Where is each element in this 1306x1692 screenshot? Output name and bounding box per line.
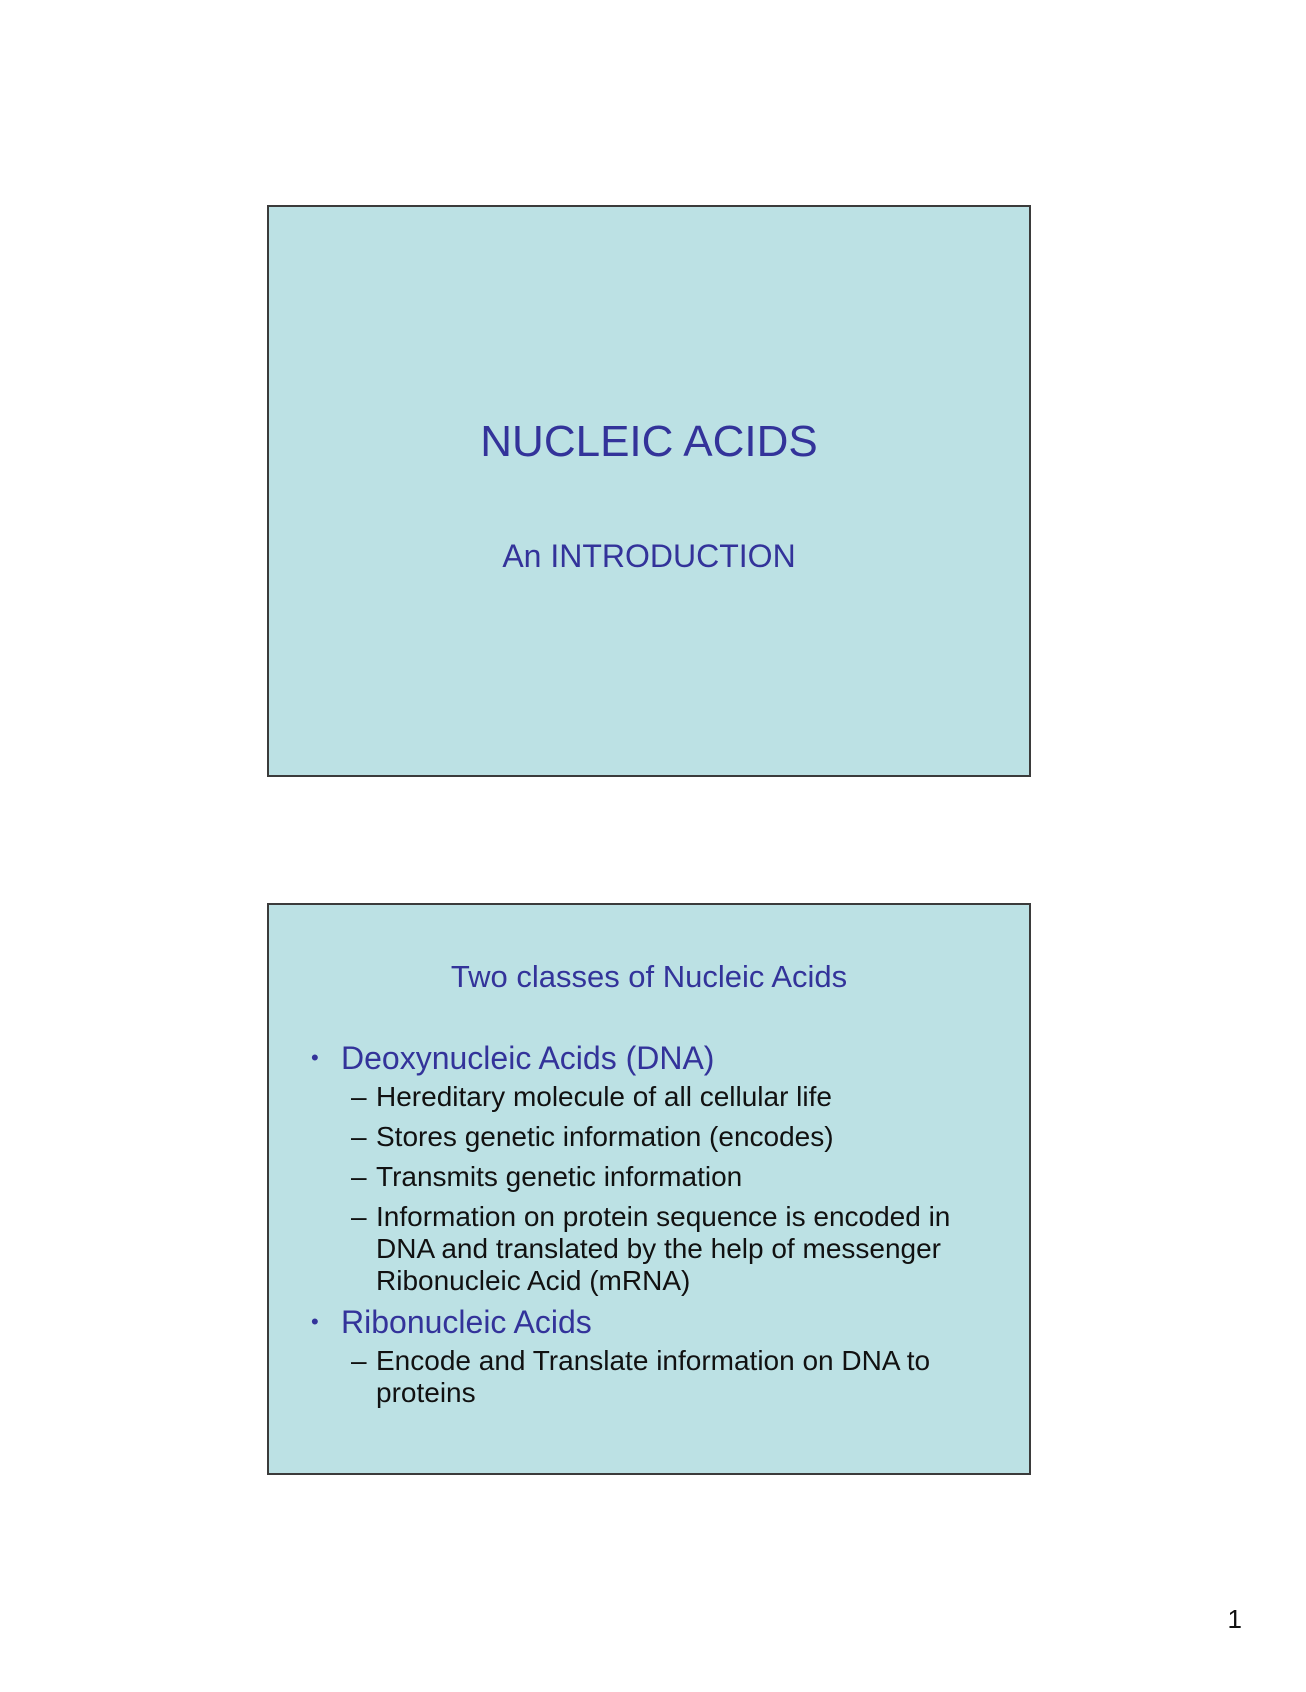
slide-title — [267, 205, 1031, 777]
sub-bullet-list-dna — [311, 1081, 991, 1297]
sub-bullet-text: Information on protein sequence is encoded in DNA and translated by the help of messenger Ribonucleic Acid (mRNA) — [376, 1201, 951, 1296]
dash-marker: – — [351, 1121, 367, 1152]
sub-bullet-item — [311, 1121, 991, 1153]
bullet-list — [311, 1041, 991, 1417]
dash-marker: – — [351, 1345, 367, 1376]
sub-bullet-text: Encode and Translate information on DNA to proteins — [376, 1345, 931, 1408]
bullet-item-rna — [311, 1305, 991, 1339]
sub-bullet-item — [311, 1081, 991, 1113]
sub-bullet-item — [311, 1161, 991, 1193]
bullet-marker: • — [311, 1045, 319, 1070]
slide-two-classes — [267, 903, 1031, 1475]
sub-bullet-list-rna — [311, 1345, 991, 1409]
sub-bullet-text: Hereditary molecule of all cellular life — [376, 1081, 832, 1112]
dash-marker: – — [351, 1081, 367, 1112]
bullet-item-dna — [311, 1041, 991, 1075]
bullet-text: Deoxynucleic Acids (DNA) — [341, 1040, 715, 1076]
sub-bullet-item — [311, 1345, 991, 1409]
bullet-text: Ribonucleic Acids — [341, 1304, 592, 1340]
slide-heading: Two classes of Nucleic Acids — [450, 959, 848, 994]
page-number: 1 — [1227, 1604, 1242, 1634]
dash-marker: – — [351, 1161, 367, 1192]
sub-bullet-item — [311, 1201, 991, 1297]
slide-title-heading: NUCLEIC ACIDS — [480, 417, 818, 466]
bullet-marker: • — [311, 1309, 319, 1334]
sub-bullet-text: Stores genetic information (encodes) — [376, 1121, 834, 1152]
dash-marker: – — [351, 1201, 367, 1232]
sub-bullet-text: Transmits genetic information — [376, 1161, 743, 1192]
slide-subtitle: An INTRODUCTION — [502, 538, 796, 574]
